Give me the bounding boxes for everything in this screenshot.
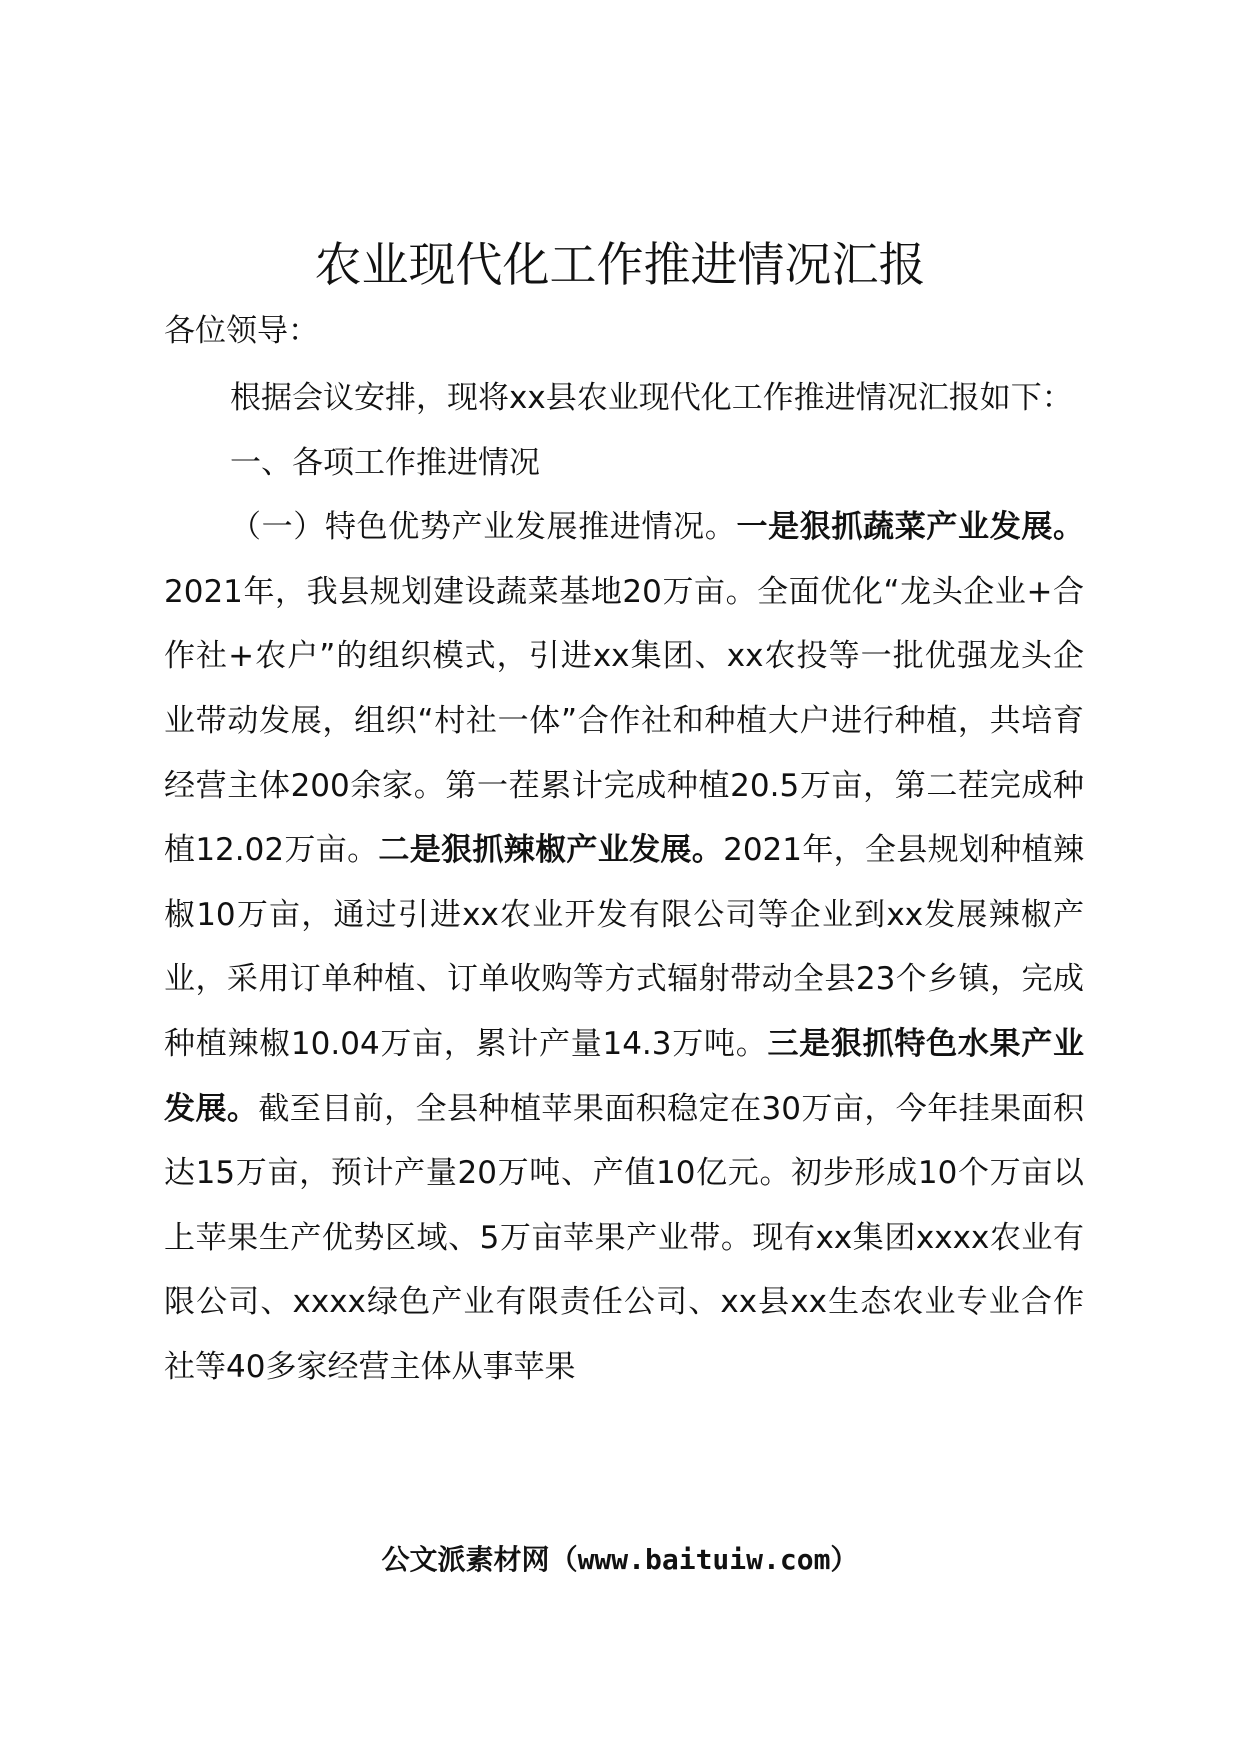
bold-point-2: 二是狠抓辣椒产业发展。 (378, 832, 724, 869)
body-paragraph (164, 495, 1084, 1399)
paragraph-text-3: 截至目前，全县种植苹果面积稳定在30万亩，今年挂果面积达15万亩，预计产量20万吨、产值10亿元。初步形成10个万亩以上苹果生产优势区域、5万亩苹果产业带。现有xx集团xxxx农业有限公司、xxxx绿色产业有限责任公司、xx县xx生态农业专业合作社等40多家经营主体从事苹果 (164, 1090, 1085, 1385)
footer-watermark (0, 1540, 1240, 1580)
subsection-heading: （一）特色优势产业发展推进情况。 (230, 509, 737, 546)
intro-paragraph: 根据会议安排，现将xx县农业现代化工作推进情况汇报如下： (230, 380, 1073, 416)
document-body (164, 366, 1084, 1400)
bold-point-1: 一是狠抓蔬菜产业发展。 (736, 509, 1085, 546)
paragraph-text-2: 2021年，全县规划种植辣椒10万亩，通过引进xx农业开发有限公司等企业到xx发展辣椒产业，采用订单种植、订单收购等方式辐射带动全县23个乡镇，完成种植辣椒10.04万亩，累计产量14.3万吨。 (164, 832, 1084, 1062)
bold-point-3: 三是狠抓特色水果产业发展。 (164, 1025, 1084, 1127)
salutation: 各位领导： (164, 313, 319, 349)
section-heading: 一、各项工作推进情况 (230, 444, 540, 481)
footer-site-name: 公文派素材网 (381, 1543, 550, 1576)
footer-url: （www.baituiw.com） (549, 1543, 859, 1576)
document-title: 农业现代化工作推进情况汇报 (314, 238, 926, 293)
paragraph-text-1: 2021年，我县规划建设蔬菜基地20万亩。全面优化“龙头企业+合作社+农户”的组织模式，引进xx集团、xx农投等一批优强龙头企业带动发展，组织“村社一体”合作社和种植大户进行种植，共培育经营主体200余家。第一茬累计完成种植20.5万亩，第二茬完成种植12.02万亩。 (164, 573, 1084, 869)
